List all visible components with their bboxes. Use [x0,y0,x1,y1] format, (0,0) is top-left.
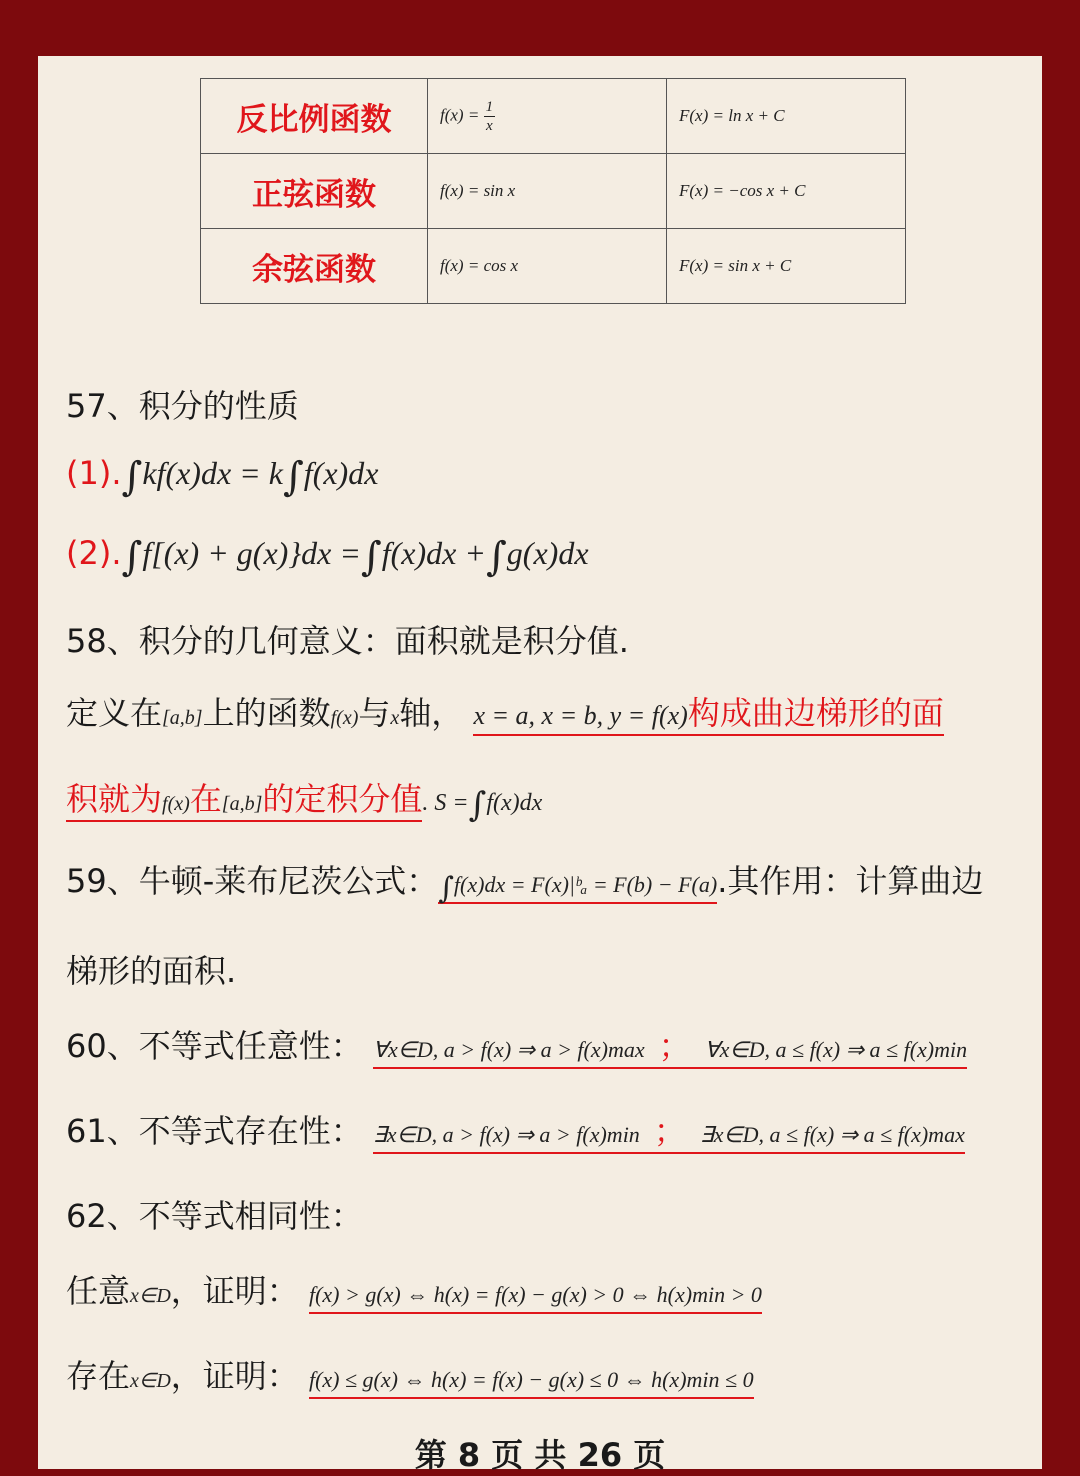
integral-sign: ∫ [282,454,304,500]
table-row [201,79,906,154]
section-57-title: 57、积分的性质 [66,387,299,425]
inequality-formulas: ∃x∈D, a > f(x) ⇒ a > f(x)min ； ∃x∈D, a ≤ f(x) ⇒ a ≤ f(x)max [373,1112,965,1154]
underlined-definition: 积就为f(x)在[a,b]的定积分值 [66,780,422,822]
antiderivative-formula: F(x) = sin x + C [667,229,906,304]
table-row [201,229,906,304]
table-row [201,154,906,229]
function-formula: f(x) = cos x [428,229,667,304]
newton-leibniz-formula: ∫f(x)dx = F(x)|ᵇₐ = F(b) − F(a) [438,862,717,904]
integral-sign: ∫ [121,454,143,500]
page-footer: 第 8 页 共 26 页 [414,1436,666,1474]
document-page [38,56,1042,1469]
section-61: 61、不等式存在性： ∃x∈D, a > f(x) ⇒ a > f(x)min ； ∃x∈D, a ≤ f(x) ⇒ a ≤ f(x)max [66,1106,965,1152]
section-60: 60、不等式任意性： ∀x∈D, a > f(x) ⇒ a > f(x)max ； ∀x∈D, a ≤ f(x) ⇒ a ≤ f(x)min [66,1021,967,1067]
section-58-line-2: 积就为f(x)在[a,b]的定积分值. S =∫f(x)dx [66,780,543,825]
inequality-formulas: ∀x∈D, a > f(x) ⇒ a > f(x)max ； ∀x∈D, a ≤ f(x) ⇒ a ≤ f(x)min [373,1027,967,1069]
property-1: (1).∫kf(x)dx = k∫f(x)dx [66,454,379,500]
antiderivative-formula: F(x) = ln x + C [667,79,906,154]
section-62-title: 62、不等式相同性： [66,1197,363,1235]
function-name: 余弦函数 [201,229,428,304]
section-62-line-1: 任意x∈D，证明： f(x) > g(x) ⇔ h(x) = f(x) − g(x) > 0 ⇔ h(x)min > 0 [66,1266,762,1312]
integral-sign: ∫ [121,534,143,580]
section-59-line-2: 梯形的面积. [66,952,237,990]
integral-sign: ∫ [438,871,454,906]
section-62-line-2: 存在x∈D，证明： f(x) ≤ g(x) ⇔ h(x) = f(x) − g(x) ≤ 0 ⇔ h(x)min ≤ 0 [66,1351,754,1397]
section-58-line-1: 定义在[a,b]上的函数f(x)与x轴， x = a, x = b, y = f(x)构成曲边梯形的面 [66,688,944,734]
function-formula: f(x) = $\frac{1}{x}$ [428,79,667,154]
section-58-title: 58、积分的几何意义：面积就是积分值. [66,622,629,660]
underlined-definition: x = a, x = b, y = f(x)构成曲边梯形的面 [473,694,943,736]
integral-sign: ∫ [468,785,487,825]
function-name: 正弦函数 [201,154,428,229]
antiderivative-formula: F(x) = −cos x + C [667,154,906,229]
proof-formula: f(x) > g(x) ⇔ h(x) = f(x) − g(x) > 0 ⇔ h(x)min > 0 [309,1272,762,1314]
integral-sign: ∫ [485,534,507,580]
proof-formula: f(x) ≤ g(x) ⇔ h(x) = f(x) − g(x) ≤ 0 ⇔ h(x)min ≤ 0 [309,1357,754,1399]
integral-sign: ∫ [360,534,382,580]
section-59-line-1: 59、牛顿-莱布尼茨公式：∫f(x)dx = F(x)|ᵇₐ = F(b) − F(a).其作用：计算曲边 [66,862,984,906]
fraction: $\frac{1}{x}$ [485,98,494,134]
property-2: (2).∫f[(x) + g(x)}dx =∫f(x)dx +∫g(x)dx [66,534,589,580]
antiderivative-table [200,78,906,304]
function-formula: f(x) = sin x [428,154,667,229]
function-name: 反比例函数 [201,79,428,154]
